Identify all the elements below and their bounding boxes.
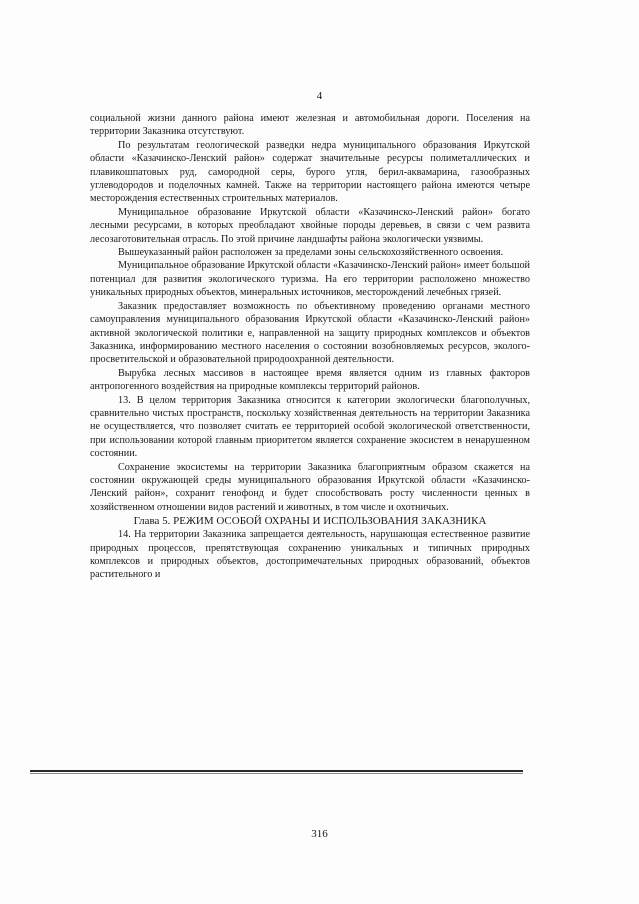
page-number-bottom: 316 — [311, 828, 328, 840]
page-bottom-rule-shadow — [30, 773, 523, 774]
paragraph-item-14: 14. На территории Заказника запрещается деятельность, нарушающая естественное развитие природных процессов, препятствующая сохранению уникальных и типичных природных комплексов и природных объектов, достопримечательных природных образований, объектов растительного и — [90, 529, 530, 581]
paragraph-agriculture: Вышеуказанный район расположен за пределами зоны сельскохозяйственного освоения. — [118, 247, 504, 259]
paragraph-geology: По результатам геологической разведки недра муниципального образования Иркутской области «Казачинско-Ленский район» содержат значительные ресурсы полиметаллических и плавикошпатовых руд, самородной серы, бурого угля, берил-аквамарина, газообразных углеводородов и поделочных камней. Также на территории настоящего района имеются четыре месторождения естественных строительных материалов. — [90, 139, 530, 205]
page-bottom-rule — [30, 770, 523, 772]
chapter-heading: Глава 5. РЕЖИМ ОСОБОЙ ОХРАНЫ И ИСПОЛЬЗОВАНИЯ ЗАКАЗНИКА — [133, 515, 487, 528]
paragraph-continuation: социальной жизни данного района имеют железная и автомобильная дороги. Поселения на территории Заказника отсутствуют. — [90, 113, 530, 138]
paragraph-policy: Заказник предоставляет возможность по объективному проведению органами местного самоуправления муниципального образования Иркутской области «Казачинско-Ленский район» активной экологической политики е, направленной на защиту природных комплексов и объектов Заказника, информированию местного населения о состоянии возобновляемых ресурсов, эколого-просветительской и образовательной природоохранной деятельности. — [90, 300, 530, 366]
paragraph-forest: Муниципальное образование Иркутской области «Казачинско-Ленский район» богато лесными ресурсами, в которых преобладают хвойные породы деревьев, в связи с чем развита лесозаготовительная отрасль. По этой причине ландшафты района экологически уязвимы. — [90, 206, 530, 245]
paragraph-item-13: 13. В целом территория Заказника относится к категории экологически благополучных, сравнительно чистых пространств, поскольку хозяйственная деятельность на территории Заказника не осуществляется, что позволяет считать ее территорией особой экологической ответственности, при использовании которой главным приоритетом является сохранение экосистем в ненарушенном состоянии. — [90, 394, 530, 460]
paragraph-ecosystem: Сохранение экосистемы на территории Заказника благоприятным образом скажется на состоянии окружающей среды муниципального образования Иркутской области «Казачинско-Ленский район», сохранит генофонд и будет способствовать росту численности ценных в хозяйственном отношении видов растений и животных, в том числе и охотничьих. — [90, 461, 530, 513]
document-body — [90, 112, 530, 582]
paragraph-logging: Вырубка лесных массивов в настоящее время является одним из главных факторов антропогенного воздействия на природные комплексы территорий районов. — [90, 367, 530, 393]
paragraph-tourism: Муниципальное образование Иркутской области «Казачинско-Ленский район» имеет большой потенциал для развития экологического туризма. На его территории расположено множество уникальных природных объектов, минеральных источников, месторождений лечебных грязей. — [90, 260, 531, 299]
page-number-top: 4 — [316, 90, 323, 102]
